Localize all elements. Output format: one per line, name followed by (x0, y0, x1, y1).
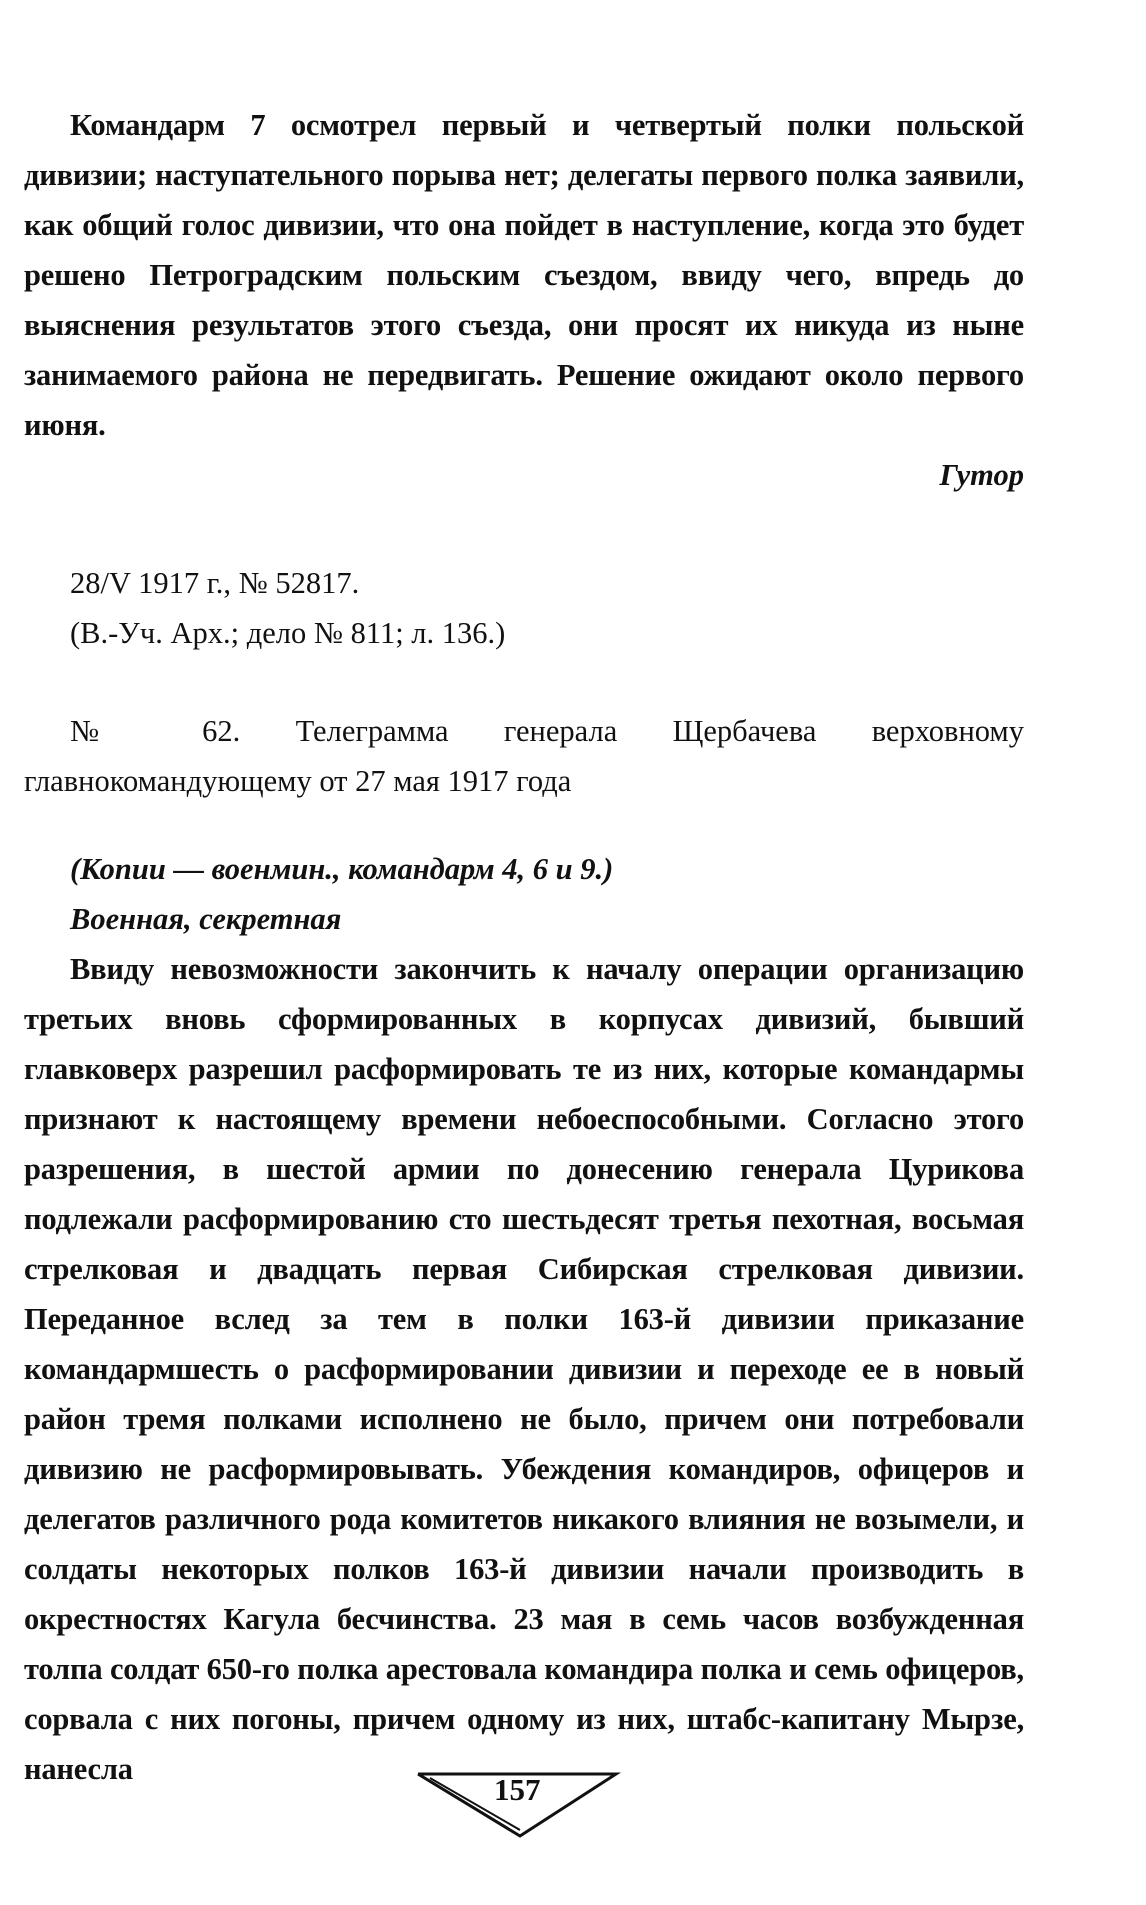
signature: Гутор (939, 458, 1024, 492)
body-paragraph-1: Командарм 7 осмотрел первый и четвертый полки польской дивизии; наступательного порыва нет; делегаты первого полка заявили, как общий голос дивизии, что она пойдет в наступление, когда это будет решено Петроградским польским съездом, ввиду чего, впредь до выяснения результатов этого съезда, они просят их никуда из ныне занимаемого района не передвигать. Решение ожидают около первого июня. (24, 108, 1024, 442)
copies-note: (Копии — военмин., командарм 4, 6 и 9.) (70, 852, 614, 886)
document-heading: № 62. Телеграмма генерала Щербачева верховному главнокомандующему от 27 мая 1917 года (24, 714, 1024, 798)
page-footer (0, 1768, 1146, 1888)
spacer (24, 500, 1024, 558)
spacer (24, 658, 1024, 706)
spacer (24, 806, 1024, 844)
page-number-ornament (0, 1768, 1146, 1888)
classification-note: Военная, секретная (70, 902, 342, 936)
archive-reference: (В.-Уч. Арх.; дело № 811; л. 136.) (70, 616, 506, 650)
document-date-number: 28/V 1917 г., № 52817. (70, 566, 360, 600)
document-page (24, 100, 1024, 1794)
page-number: 157 (494, 1772, 541, 1807)
body-paragraph-2: Ввиду невозможности закончить к началу операции организацию третьих вновь сформированных в корпусах дивизий, бывший главковерх разрешил расформировать те из них, которые командармы признают к настоящему времени небоеспособными. Согласно этого разрешения, в шестой армии по донесению генерала Цурикова подлежали расформированию сто шестьдесят третья пехотная, восьмая стрелковая и двадцать первая Сибирская стрелковая дивизии. Переданное вслед за тем в полки 163-й дивизии приказание командармшесть о расформировании дивизии и переходе ее в новый район тремя полками исполнено не было, причем они потребовали дивизию не расформировывать. Убеждения командиров, офицеров и делегатов различного рода комитетов никакого влияния не возымели, и солдаты некоторых полков 163-й дивизии начали производить в окрестностях Кагула бесчинства. 23 мая в семь часов возбужденная толпа солдат 650-го полка арестовала командира полка и семь офицеров, сорвала с них погоны, причем одному из них, штабс-капитану Мырзе, нанесла (24, 952, 1024, 1786)
